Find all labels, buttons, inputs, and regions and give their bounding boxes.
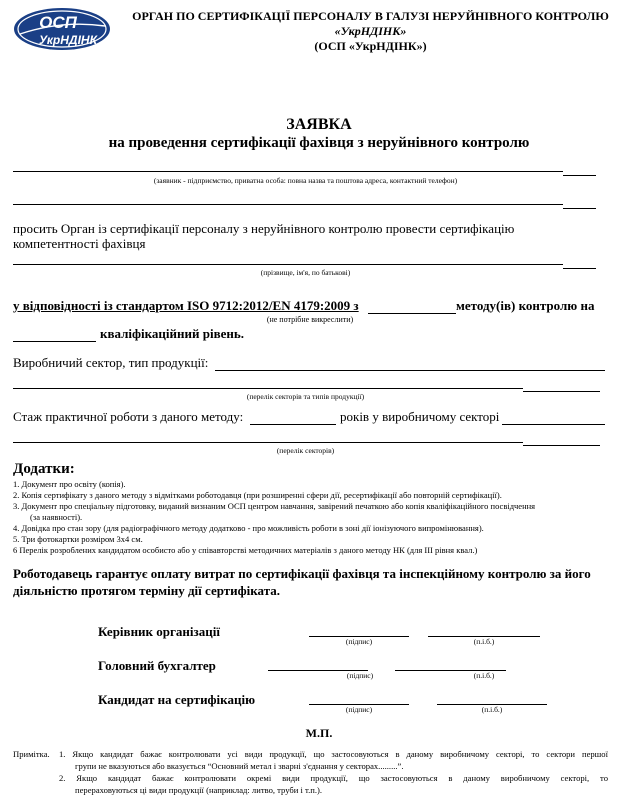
guarantee-line1: Роботодавець гарантує оплату витрат по сертифікації фахівця та інспекційному контролю за його bbox=[13, 566, 591, 581]
attachment-item: 4. Довідка про стан зору (для радіографічного методу додатково - про можливість роботи в зоні дії іонізуючого випромінювання). bbox=[13, 523, 484, 533]
note-1-line2: групи не вказуються або вказується “Основний метал і зварні з'єднання у секторах.........”. bbox=[75, 761, 404, 771]
org-header-line3: (ОСП «УкрНДІНК») bbox=[314, 39, 427, 53]
request-text-line1: просить Орган із сертифікації персоналу з неруйнівного контролю провести сертифікацію bbox=[13, 221, 515, 236]
attachment-item: 5. Три фотокартки розміром 3х4 см. bbox=[13, 534, 143, 544]
candidate-name-sign-hint: (п.і.б.) bbox=[481, 705, 503, 714]
request-text-line2: компетентності фахівця bbox=[13, 236, 146, 251]
org-header-line1: ОРГАН ПО СЕРТИФІКАЦІЇ ПЕРСОНАЛУ В ГАЛУЗІ НЕРУЙНІВНОГО КОНТРОЛЮ bbox=[132, 9, 609, 23]
candidate-sign-hint: (підпис) bbox=[345, 705, 373, 714]
document-title: ЗАЯВКА bbox=[286, 116, 352, 133]
org-header-line2: «УкрНДІНК» bbox=[334, 24, 407, 38]
method-text: методу(ів) контролю на bbox=[456, 298, 595, 313]
note-2-line1: 2. Якщо кандидат бажає контролювати окремі види продукції, що застосовуються в даному виробничому секторі, то bbox=[59, 773, 608, 783]
candidate-name-hint: (прізвище, ім'я, по батькові) bbox=[260, 268, 351, 277]
sectors-hint: (перелік секторів) bbox=[276, 446, 335, 455]
candidate-name-line[interactable] bbox=[13, 264, 563, 265]
logo-bottom-text: УкрНДІНК bbox=[39, 33, 97, 47]
director-sign-hint: (підпис) bbox=[345, 637, 373, 646]
attachment-item: (за наявності). bbox=[30, 512, 83, 522]
note-label: Примітка. bbox=[13, 749, 50, 759]
level-text: кваліфікаційний рівень. bbox=[100, 326, 244, 341]
document-subtitle: на проведення сертифікації фахівця з неруйнівного контролю bbox=[108, 135, 530, 151]
attachments-title: Додатки: bbox=[13, 461, 75, 477]
attachment-item: 6 Перелік розроблених кандидатом особисто або у співавторстві методичних матеріалів з даного методу НК (для ІІІ рівня квал.) bbox=[13, 545, 478, 555]
sector-hint: (перелік секторів та типів продукції) bbox=[246, 392, 365, 401]
attachment-item: 1. Документ про освіту (копія). bbox=[13, 479, 126, 489]
standard-text: у відповідності із стандартом ISO 9712:2012/EN 4179:2009 з bbox=[13, 298, 359, 313]
logo-top-text: ОСП bbox=[39, 13, 77, 32]
applicant-line[interactable] bbox=[13, 171, 563, 172]
accountant-sign-hint: (підпис) bbox=[346, 671, 374, 680]
sector-line[interactable] bbox=[215, 370, 605, 371]
attachment-item: 2. Копія сертифікату з даного методу з відмітками роботодавця (при розширенні сфери дії, ресертифікації або повторній сертифікації). bbox=[13, 490, 502, 500]
signature-role-accountant: Головний бухгалтер bbox=[98, 658, 216, 673]
director-name-hint: (п.і.б.) bbox=[473, 637, 495, 646]
accountant-name-hint: (п.і.б.) bbox=[473, 671, 495, 680]
note-2-line2: перераховуються ці види продукції (наприклад: литво, труби і т.п.). bbox=[75, 785, 323, 795]
applicant-line-2[interactable] bbox=[13, 204, 563, 205]
experience-sector-line-2[interactable] bbox=[13, 442, 523, 443]
experience-sector-line[interactable] bbox=[502, 424, 605, 425]
guarantee-line2: діяльністю протягом терміну дії сертифіката. bbox=[13, 583, 281, 598]
attachment-item: 3. Документ про спеціальну підготовку, виданий визнаним ОСП центром навчання, завірений печаткою або копія кваліфікаційного посвідчення bbox=[13, 501, 536, 511]
experience-years-text: років у виробничому секторі bbox=[340, 409, 500, 424]
signature-role-candidate: Кандидат на сертифікацію bbox=[98, 692, 255, 707]
method-line[interactable] bbox=[368, 313, 456, 314]
applicant-hint: (заявник - підприємство, приватна особа: повна назва та поштова адреса, контактний телефон) bbox=[153, 176, 458, 185]
experience-years-line[interactable] bbox=[250, 424, 336, 425]
note-1-line1: 1. Якщо кандидат бажає контролювати усі види продукції, що застосовуються в даному виробничому секторі, то сектори першої bbox=[59, 749, 608, 759]
osp-logo bbox=[12, 6, 112, 52]
level-line[interactable] bbox=[13, 341, 96, 342]
sector-line-2[interactable] bbox=[13, 388, 523, 389]
signature-role-director: Керівник організації bbox=[98, 624, 220, 639]
stamp-place: М.П. bbox=[305, 726, 333, 740]
strike-hint: (не потрібне викреслити) bbox=[266, 315, 354, 324]
sector-label: Виробничий сектор, тип продукції: bbox=[13, 355, 209, 370]
applicant-line-2-end bbox=[563, 208, 596, 209]
experience-label: Стаж практичної роботи з даного методу: bbox=[13, 409, 244, 424]
